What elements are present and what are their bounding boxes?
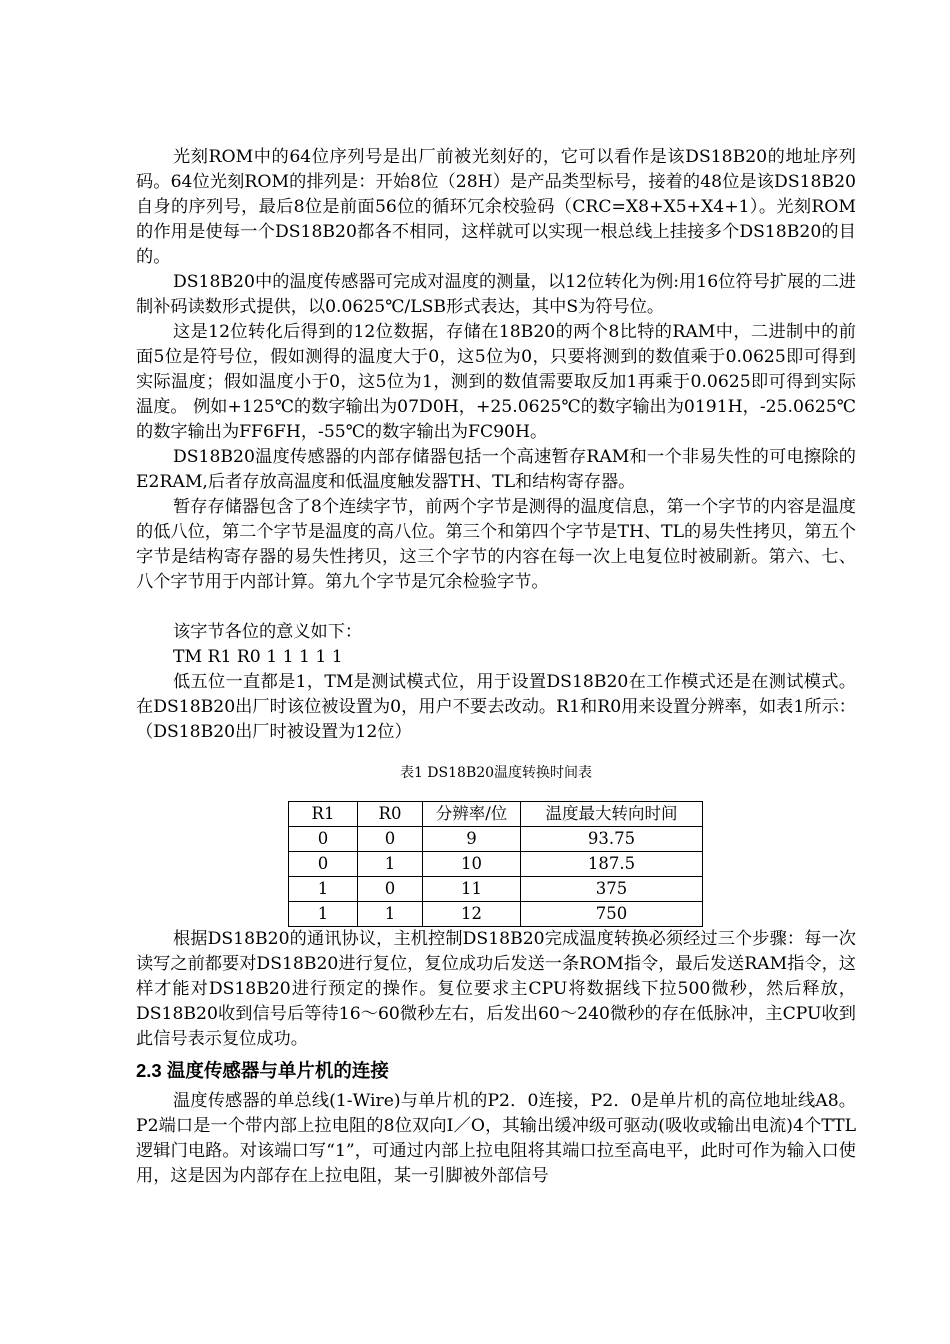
table-header-row (289, 802, 703, 827)
paragraph-connection: 温度传感器的单总线(1-Wire)与单片机的P2．0连接，P2．0是单片机的高位地址线A8。P2端口是一个带内部上拉电阻的8位双向I／O，其输出缓冲级可驱动(吸收或输出电流)4个TTL逻辑门电路。对该端口写“1”，可通过内部上拉电阻将其端口拉至高电平，此时可作为输入口使用，这是因为内部存在上拉电阻，某一引脚被外部信号 (136, 1091, 856, 1186)
paragraph-rom-serial: 光刻ROM中的64位序列号是出厂前被光刻好的，它可以看作是该DS18B20的地址序列码。64位光刻ROM的排列是：开始8位（28H）是产品类型标号，接着的48位是该DS18B20自身的序列号，最后8位是前面56位的循环冗余校验码（CRC=X8+X5+X4+1）。光刻ROM的作用是使每一个DS18B20都各不相同，这样就可以实现一根总线上挂接多个DS18B20的目的。 (136, 147, 856, 267)
table-cell: 187.5 (521, 852, 703, 877)
table-row (289, 852, 703, 877)
paragraph-resolution: 低五位一直都是1，TM是测试模式位，用于设置DS18B20在工作模式还是在测试模式。在DS18B20出厂时该位被设置为0，用户不要去改动。R1和R0用来设置分辨率，如表1所示：（DS18B20出厂时被设置为12位） (136, 672, 856, 742)
table-cell: 0 (358, 827, 423, 852)
paragraph-temp-sensor: DS18B20中的温度传感器可完成对温度的测量，以12位转化为例:用16位符号扩展的二进制补码读数形式提供，以0.0625℃/LSB形式表达，其中S为符号位。 (136, 272, 856, 317)
table-row (289, 902, 703, 927)
blank-line (136, 595, 856, 620)
table-cell: 9 (423, 827, 521, 852)
conversion-time-table (288, 801, 703, 927)
table-row (289, 877, 703, 902)
bits-line: TM R1 R0 1 1 1 1 1 (173, 647, 343, 667)
paragraph-scratchpad: 暂存存储器包含了8个连续字节，前两个字节是测得的温度信息，第一个字节的内容是温度的低八位，第二个字节是温度的高八位。第三个和第四个字节是TH、TL的易失性拷贝，第五个字节是结构寄存器的易失性拷贝，这三个字节的内容在每一次上电复位时被刷新。第六、七、八个字节用于内部计算。第九个字节是冗余检验字节。 (136, 497, 856, 592)
table-cell: 93.75 (521, 827, 703, 852)
table-caption: 表1 DS18B20温度转换时间表 (399, 765, 593, 781)
table-cell: 0 (358, 877, 423, 902)
table-cell: 11 (423, 877, 521, 902)
section-heading: 2.3 温度传感器与单片机的连接 (136, 1060, 389, 1081)
table-cell: 0 (289, 827, 358, 852)
table-cell: 1 (289, 877, 358, 902)
table-cell: 375 (521, 877, 703, 902)
table-cell: 1 (358, 902, 423, 927)
table-cell: 12 (423, 902, 521, 927)
table-cell: 0 (289, 852, 358, 877)
table-cell: 1 (358, 852, 423, 877)
paragraph-protocol: 根据DS18B20的通讯协议，主机控制DS18B20完成温度转换必须经过三个步骤：每一次读写之前都要对DS18B20进行复位，复位成功后发送一条ROM指令，最后发送RAM指令，这样才能对DS18B20进行预定的操作。复位要求主CPU将数据线下拉500微秒，然后释放，DS18B20收到信号后等待16～60微秒左右，后发出60～240微秒的存在低脉冲，主CPU收到此信号表示复位成功。 (136, 929, 856, 1049)
paragraph-12bit-data: 这是12位转化后得到的12位数据，存储在18B20的两个8比特的RAM中，二进制中的前面5位是符号位，假如测得的温度大于0，这5位为0，只要将测到的数值乘于0.0625即可得到实际温度；假如温度小于0，这5位为1，测到的数值需要取反加1再乘于0.0625即可得到实际温度。 例如+125℃的数字输出为07D0H，+25.0625℃的数字输出为0191H，-25.0625℃的数字输出为FF6FH，-55℃的数字输出为FC90H。 (136, 322, 856, 442)
table-header-cell: R1 (289, 802, 358, 827)
bits-intro: 该字节各位的意义如下： (173, 622, 363, 642)
document-page (136, 145, 856, 1189)
table-header-cell: R0 (358, 802, 423, 827)
table-cell: 750 (521, 902, 703, 927)
table-cell: 10 (423, 852, 521, 877)
table-cell: 1 (289, 902, 358, 927)
paragraph-internal-memory: DS18B20温度传感器的内部存储器包括一个高速暂存RAM和一个非易失性的可电擦除的E2RAM,后者存放高温度和低温度触发器TH、TL和结构寄存器。 (136, 447, 856, 492)
table-row (289, 827, 703, 852)
table-header-cell: 分辨率/位 (423, 802, 521, 827)
table-header-cell: 温度最大转向时间 (521, 802, 703, 827)
